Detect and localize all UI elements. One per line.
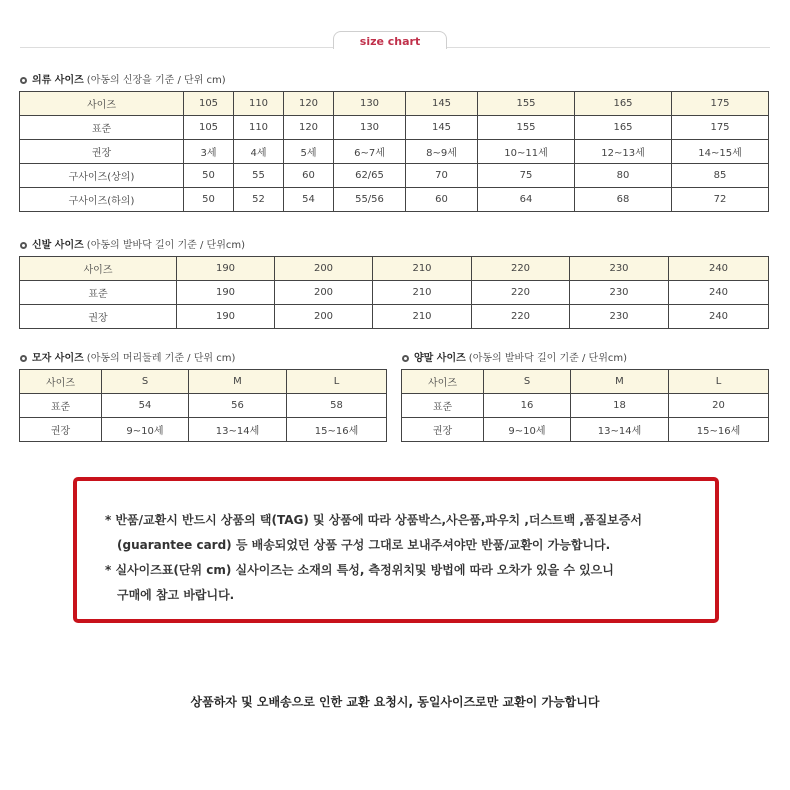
- table-cell: 155: [478, 92, 575, 116]
- table-cell: 175: [672, 92, 769, 116]
- table-row: [20, 305, 769, 329]
- table-cell: 54: [102, 394, 189, 418]
- notice-box: [73, 477, 719, 623]
- table-cell: 210: [373, 305, 472, 329]
- table-cell: L: [669, 370, 769, 394]
- table-cell: 145: [406, 116, 478, 140]
- table-cell: 표준: [20, 116, 184, 140]
- notice-line-3: * 실사이즈표(단위 cm) 실사이즈는 소재의 특성, 측정위치및 방법에 따라 오차가 있을 수 있으니: [105, 563, 614, 577]
- table-cell: 110: [234, 92, 284, 116]
- table-cell: 165: [575, 92, 672, 116]
- shoes-subtitle: (아동의 발바닥 길이 기준 / 단위cm): [86, 240, 246, 251]
- table-row: [402, 370, 769, 394]
- hats-title: 모자 사이즈: [32, 353, 84, 364]
- table-cell: 18: [571, 394, 669, 418]
- table-cell: 105: [184, 92, 234, 116]
- table-cell: 64: [478, 188, 575, 212]
- table-row: [20, 418, 387, 442]
- table-row: [402, 394, 769, 418]
- size-chart-tab: size chart: [333, 31, 447, 49]
- socks-section-title: [402, 349, 627, 364]
- table-cell: 220: [472, 281, 570, 305]
- table-cell: M: [189, 370, 287, 394]
- table-cell: 58: [287, 394, 387, 418]
- table-cell: 14~15세: [672, 140, 769, 164]
- table-cell: 120: [284, 92, 334, 116]
- hats-size-table: [19, 369, 387, 442]
- table-cell: 220: [472, 305, 570, 329]
- table-cell: 210: [373, 257, 472, 281]
- table-cell: 사이즈: [402, 370, 484, 394]
- table-cell: 55/56: [334, 188, 406, 212]
- table-row: [20, 164, 769, 188]
- table-row: [20, 394, 387, 418]
- table-cell: 80: [575, 164, 672, 188]
- table-cell: 16: [484, 394, 571, 418]
- table-cell: 110: [234, 116, 284, 140]
- clothing-subtitle: (아동의 신장을 기준 / 단위 cm): [86, 75, 226, 86]
- table-cell: 72: [672, 188, 769, 212]
- table-cell: 15~16세: [287, 418, 387, 442]
- clothing-title: 의류 사이즈: [32, 75, 84, 86]
- table-cell: 190: [177, 257, 275, 281]
- table-cell: 210: [373, 281, 472, 305]
- table-cell: 표준: [402, 394, 484, 418]
- table-cell: 70: [406, 164, 478, 188]
- table-cell: 표준: [20, 394, 102, 418]
- table-cell: 10~11세: [478, 140, 575, 164]
- table-cell: 13~14세: [571, 418, 669, 442]
- table-cell: 230: [570, 305, 669, 329]
- table-cell: 62/65: [334, 164, 406, 188]
- hats-section-title: [20, 349, 235, 364]
- table-cell: 200: [275, 281, 373, 305]
- notice-line-2: (guarantee card) 등 배송되었던 상품 구성 그대로 보내주셔야만 반품/교환이 가능합니다.: [117, 538, 611, 552]
- table-cell: 구사이즈(상의): [20, 164, 184, 188]
- table-cell: 54: [284, 188, 334, 212]
- bullet-icon: [20, 77, 27, 84]
- table-row: [20, 92, 769, 116]
- table-cell: 190: [177, 281, 275, 305]
- bullet-icon: [20, 355, 27, 362]
- table-cell: 240: [669, 305, 769, 329]
- table-cell: 230: [570, 281, 669, 305]
- table-cell: 200: [275, 257, 373, 281]
- table-cell: 68: [575, 188, 672, 212]
- table-cell: 60: [406, 188, 478, 212]
- table-cell: 55: [234, 164, 284, 188]
- table-cell: 6~7세: [334, 140, 406, 164]
- table-cell: 사이즈: [20, 257, 177, 281]
- table-row: [20, 188, 769, 212]
- table-cell: 155: [478, 116, 575, 140]
- table-cell: 사이즈: [20, 92, 184, 116]
- table-cell: 사이즈: [20, 370, 102, 394]
- table-cell: L: [287, 370, 387, 394]
- bullet-icon: [20, 242, 27, 249]
- shoes-title: 신발 사이즈: [32, 240, 84, 251]
- table-cell: 권장: [20, 305, 177, 329]
- table-cell: 구사이즈(하의): [20, 188, 184, 212]
- table-cell: 175: [672, 116, 769, 140]
- notice-line-4: 구매에 참고 바랍니다.: [117, 588, 235, 602]
- table-row: [20, 257, 769, 281]
- table-cell: 56: [189, 394, 287, 418]
- socks-subtitle: (아동의 발바닥 길이 기준 / 단위cm): [468, 353, 628, 364]
- table-cell: 105: [184, 116, 234, 140]
- table-cell: 13~14세: [189, 418, 287, 442]
- table-cell: 75: [478, 164, 575, 188]
- table-cell: 3세: [184, 140, 234, 164]
- bullet-icon: [402, 355, 409, 362]
- shoes-size-table: [19, 256, 769, 329]
- clothing-size-table: [19, 91, 769, 212]
- notice-line-1: * 반품/교환시 반드시 상품의 택(TAG) 및 상품에 따라 상품박스,사은품,파우치 ,더스트백 ,품질보증서: [105, 513, 642, 527]
- socks-size-table: [401, 369, 769, 442]
- table-cell: 9~10세: [102, 418, 189, 442]
- table-cell: 4세: [234, 140, 284, 164]
- table-cell: 240: [669, 281, 769, 305]
- table-cell: 230: [570, 257, 669, 281]
- table-cell: 12~13세: [575, 140, 672, 164]
- table-cell: 165: [575, 116, 672, 140]
- table-cell: 200: [275, 305, 373, 329]
- table-cell: M: [571, 370, 669, 394]
- table-cell: 60: [284, 164, 334, 188]
- table-cell: 52: [234, 188, 284, 212]
- shoes-section-title: [20, 236, 245, 251]
- socks-title: 양말 사이즈: [414, 353, 466, 364]
- table-cell: 표준: [20, 281, 177, 305]
- table-cell: 9~10세: [484, 418, 571, 442]
- exchange-policy-text: 상품하자 및 오배송으로 인한 교환 요청시, 동일사이즈로만 교환이 가능합니다: [190, 695, 600, 709]
- table-cell: 50: [184, 188, 234, 212]
- table-cell: 85: [672, 164, 769, 188]
- clothing-section-title: [20, 71, 226, 86]
- table-cell: 130: [334, 116, 406, 140]
- table-row: [20, 140, 769, 164]
- table-cell: 240: [669, 257, 769, 281]
- table-cell: 권장: [20, 418, 102, 442]
- table-cell: 8~9세: [406, 140, 478, 164]
- table-cell: 220: [472, 257, 570, 281]
- table-cell: 15~16세: [669, 418, 769, 442]
- table-row: [20, 281, 769, 305]
- table-row: [20, 116, 769, 140]
- table-cell: 권장: [402, 418, 484, 442]
- hats-subtitle: (아동의 머리둘레 기준 / 단위 cm): [86, 353, 236, 364]
- table-cell: 120: [284, 116, 334, 140]
- table-cell: 50: [184, 164, 234, 188]
- table-row: [20, 370, 387, 394]
- table-row: [402, 418, 769, 442]
- table-cell: 190: [177, 305, 275, 329]
- table-cell: 권장: [20, 140, 184, 164]
- table-cell: 20: [669, 394, 769, 418]
- table-cell: 145: [406, 92, 478, 116]
- table-cell: 130: [334, 92, 406, 116]
- table-cell: S: [484, 370, 571, 394]
- table-cell: S: [102, 370, 189, 394]
- table-cell: 5세: [284, 140, 334, 164]
